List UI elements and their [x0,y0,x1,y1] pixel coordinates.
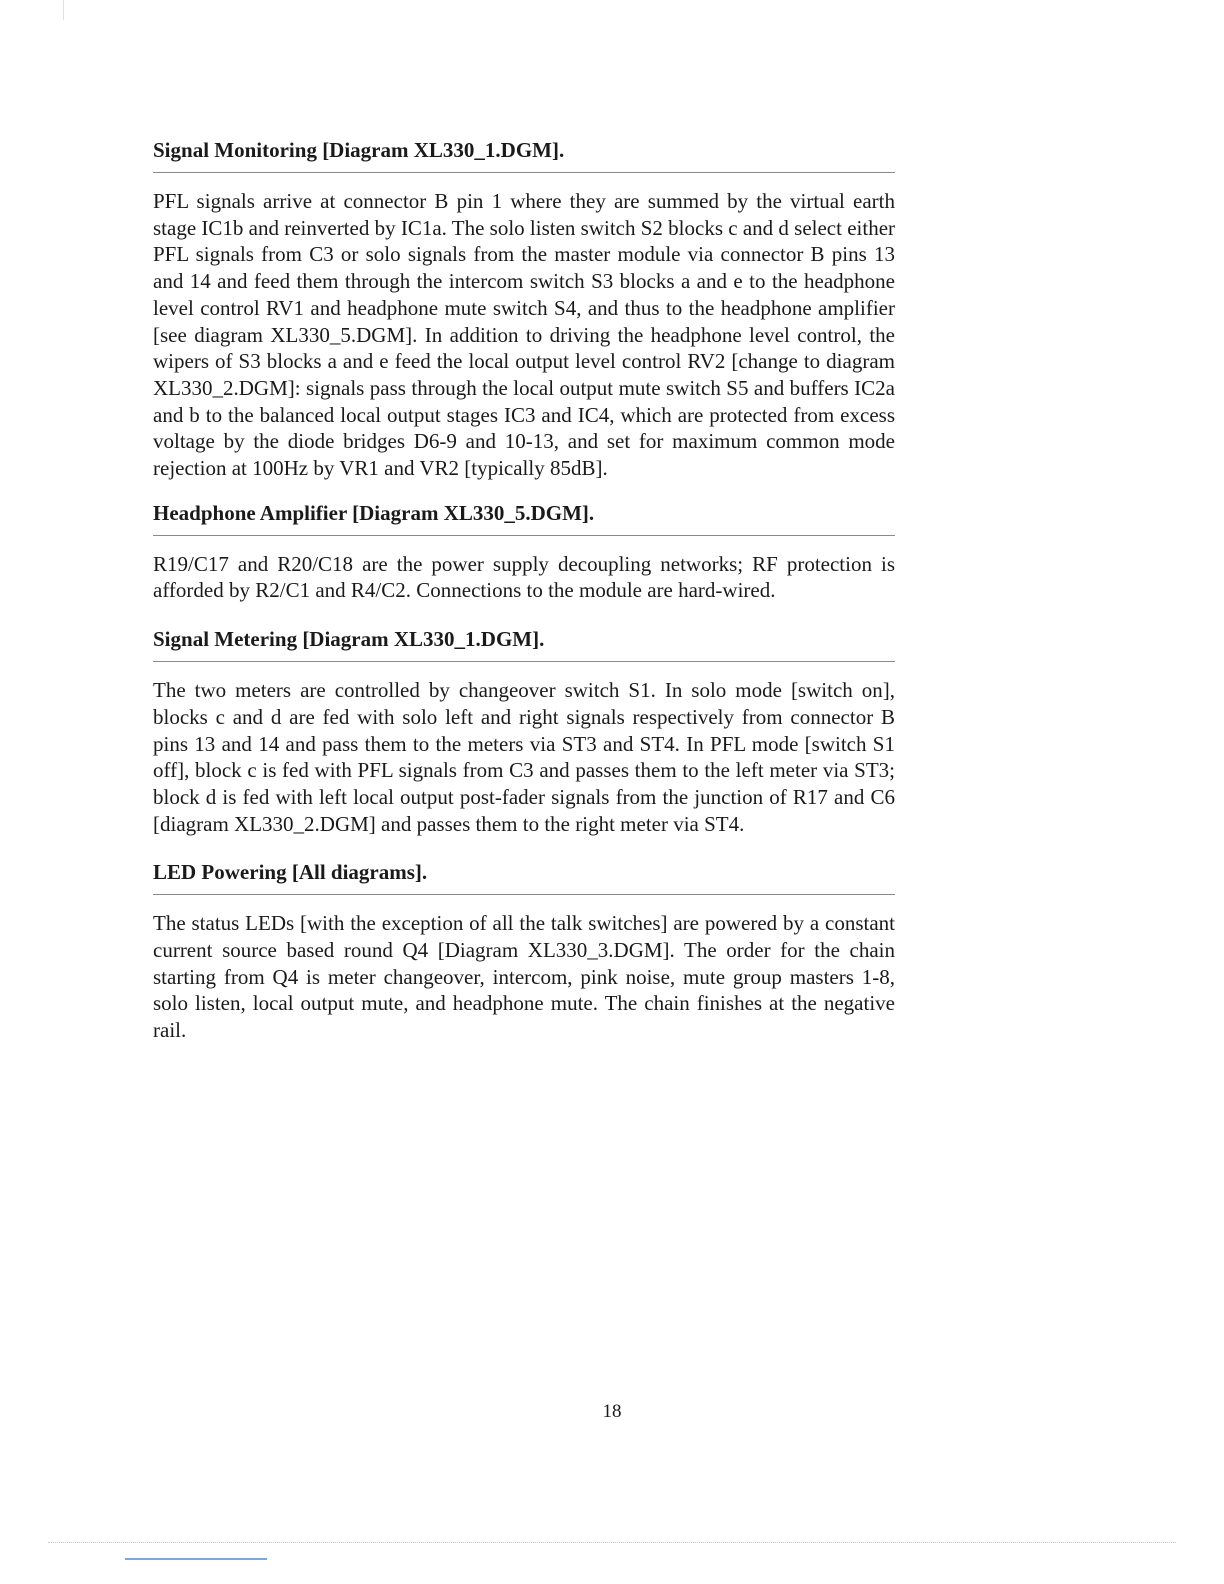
section-paragraph: The two meters are controlled by changeover switch S1. In solo mode [switch on], blocks c and d are fed with solo left and right signals respectively from connector B pins 13 and 14 and pass them to the meters via ST3 and ST4. In PFL mode [switch S1 off], block c is fed with PFL signals from C3 and passes them to the left meter via ST3; block d is fed with left local output post-fader signals from the junction of R17 and C6 [diagram XL330_2.DGM] and passes them to the right meter via ST4. [153,678,895,836]
page-content [153,134,895,1044]
page-number: 18 [602,1401,622,1422]
section-signal-monitoring [153,134,895,482]
section-heading: LED Powering [All diagrams]. [153,860,428,885]
section-divider [153,172,895,173]
bottom-accent-bar [125,1558,267,1560]
section-paragraph: R19/C17 and R20/C18 are the power supply decoupling networks; RF protection is afforded by R2/C1 and R4/C2. Connections to the module are hard-wired. [153,551,895,603]
section-led-powering [153,856,895,1044]
section-paragraph: The status LEDs [with the exception of all the talk switches] are powered by a constant current source based round Q4 [Diagram XL330_3.DGM]. The order for the chain starting from Q4 is meter changeover, intercom, pink noise, mute group masters 1-8, solo listen, local output mute, and headphone mute. The chain finishes at the negative rail. [153,911,895,1043]
scan-artifact-line [63,0,64,20]
section-headphone-amplifier [153,497,895,604]
section-signal-metering [153,623,895,837]
section-divider [153,894,895,895]
section-heading: Headphone Amplifier [Diagram XL330_5.DGM]. [153,500,595,525]
section-divider [153,535,895,536]
section-divider [153,661,895,662]
bottom-scan-rule [48,1542,1176,1543]
section-paragraph: PFL signals arrive at connector B pin 1 where they are summed by the virtual earth stage IC1b and reinverted by IC1a. The solo listen switch S2 blocks c and d select either PFL signals from C3 or solo signals from the master module via connector B pins 13 and 14 and feed them through the intercom switch S3 blocks a and e to the headphone level control RV1 and headphone mute switch S4, and thus to the headphone amplifier [see diagram XL330_5.DGM]. In addition to driving the headphone level control, the wipers of S3 blocks a and e feed the local output level control RV2 [change to diagram XL330_2.DGM]: signals pass through the local output mute switch S5 and buffers IC2a and b to the balanced local output stages IC3 and IC4, which are protected from excess voltage by the diode bridges D6-9 and 10-13, and set for maximum common mode rejection at 100Hz by VR1 and VR2 [typically 85dB]. [153,189,896,481]
section-heading: Signal Metering [Diagram XL330_1.DGM]. [153,627,545,652]
section-heading: Signal Monitoring [Diagram XL330_1.DGM]. [153,138,565,162]
